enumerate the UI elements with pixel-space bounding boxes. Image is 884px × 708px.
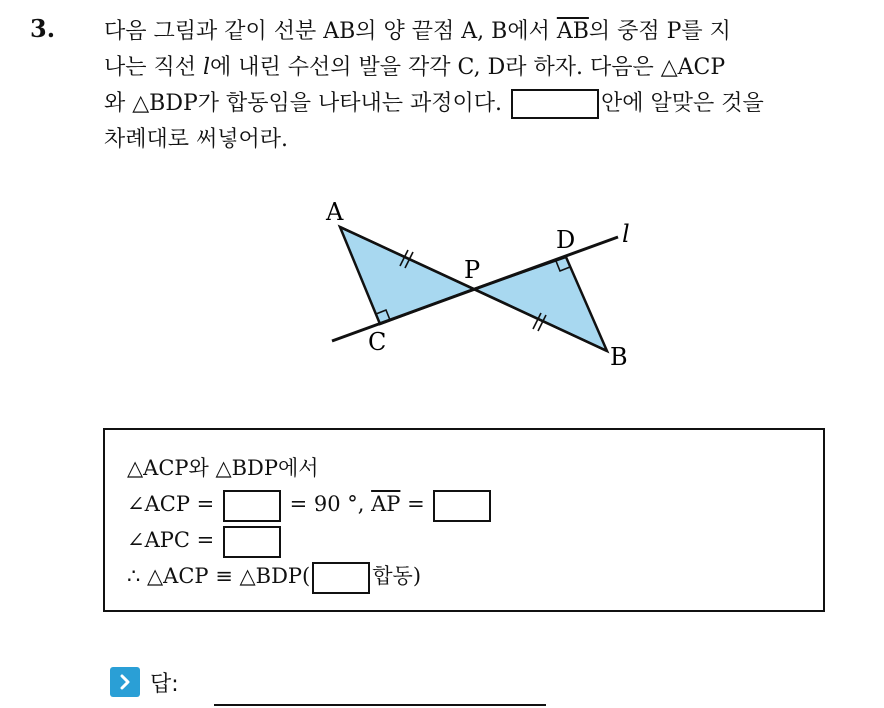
line-l-variable: l [203,55,211,80]
blank-2[interactable] [433,490,491,522]
answer-area [110,664,179,700]
question-number: 3. [30,14,56,43]
segment-ap-overline: $\overline{AP}$ [371,492,401,516]
label-p: P [464,256,481,284]
blank-3[interactable] [223,526,281,558]
proof-row-3: ∠APC = [127,522,801,558]
proof-row-2: ∠ACP = = 90 °, $\overline{AP}$ = [127,486,801,522]
triangle-bdp [474,257,607,351]
question-blank-box [511,89,599,119]
label-d: D [556,226,576,254]
question-line-3: 와 △BDP가 합동임을 나타내는 과정이다. 안에 알맞은 것을 [104,86,874,122]
geometry-figure [320,190,650,380]
label-l: l [622,220,630,248]
question-line-2: 나는 직선 l에 내린 수선의 발을 각각 C, D라 하자. 다음은 △ACP [104,55,726,80]
segment-ab-overline: $\overline{AB}$ [556,19,589,44]
chevron-right-icon [110,667,140,697]
label-b: B [610,343,628,371]
proof-box [103,428,825,612]
question-line-1: 다음 그림과 같이 선분 AB의 양 끝점 A, B에서 $\overline{AB}$의 중점 P를 지 [104,19,731,44]
question-line-4: 차례대로 써넣어라. [104,127,289,152]
label-c: C [368,328,387,356]
triangle-acp [340,227,474,324]
blank-1[interactable] [223,490,281,522]
proof-row-4: ∴ △ACP ≡ △BDP( 합동) [127,558,801,594]
answer-input-line[interactable] [214,704,546,706]
answer-label: 답: [150,671,179,697]
blank-4[interactable] [312,562,370,594]
question-text [104,14,874,158]
label-a: A [326,198,344,226]
proof-row-1: △ACP와 △BDP에서 [127,456,319,480]
